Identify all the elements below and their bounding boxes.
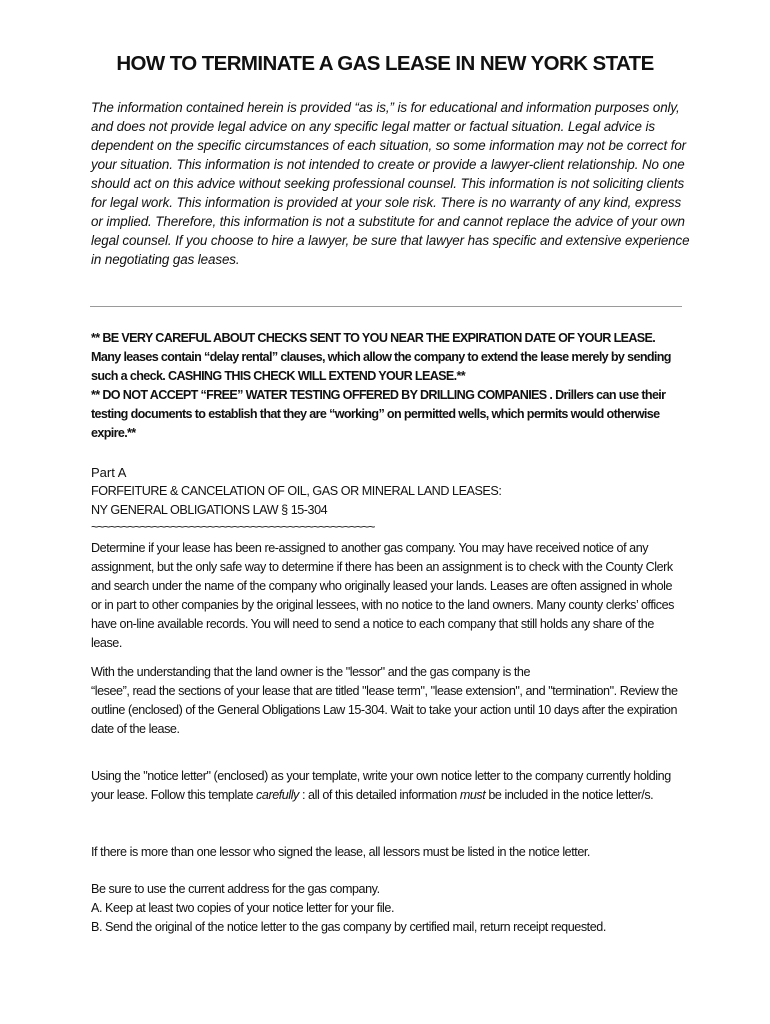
notice-text-end: be included in the notice letter/s.	[485, 788, 654, 802]
step-b: B. Send the original of the notice letter to the gas company by certified mail, return receipt requested.	[91, 920, 606, 934]
notice-emphasis-must: must	[459, 788, 486, 802]
notice-text-start: Using the "notice letter" (enclosed) as your template, write your own notice letter to the company currently holding your lease. Follow this template	[91, 769, 671, 802]
paragraph-lease-sections-line1: With the understanding that the land owner is the "lessor" and the gas company is the	[91, 665, 531, 679]
part-label: Part A	[91, 465, 127, 480]
part-law-citation: NY GENERAL OBLIGATIONS LAW § 15-304	[91, 503, 328, 517]
paragraph-lease-sections-rest: “lesee”, read the sections of your lease that are titled "lease term", "lease extension", and "termination". Review the outline (enclosed) of the General Obligations Law 15-304. Wait to take your action until 10 days after the expiration date of the lease.	[91, 684, 678, 736]
section-divider	[90, 306, 682, 307]
step-intro: Be sure to use the current address for the gas company.	[91, 882, 380, 896]
step-a: A. Keep at least two copies of your notice letter for your file.	[91, 901, 395, 915]
warning-water-testing: ** DO NOT ACCEPT “FREE” WATER TESTING OFFERED BY DRILLING COMPANIES . Drillers can use their testing documents to establish that they are “working” on permitted wells, which permits would otherwise expire.**	[91, 388, 666, 440]
paragraph-notice-letter	[91, 767, 685, 805]
notice-emphasis-carefully: carefully	[256, 788, 299, 802]
disclaimer-paragraph: The information contained herein is provided “as is,” is for educational and information purposes only, and does not provide legal advice on any specific legal matter or factual situation. Legal advice is dependent on the specific circumstances of each situation, so some information may not be correct for your situation. This information is not intended to create or provide a lawyer-client relationship. No one should act on this advice without seeking professional counsel. This information is not soliciting clients for legal work. This information is provided at your sole risk. There is no warranty of any kind, express or implied. Therefore, this information is not a substitute for and cannot replace the advice of your own legal counsel. If you choose to hire a lawyer, be sure that lawyer has specific and extensive experience in negotiating gas leases.	[91, 100, 690, 267]
document-title: HOW TO TERMINATE A GAS LEASE IN NEW YORK STATE	[116, 52, 654, 75]
paragraph-lease-sections	[91, 663, 685, 739]
warnings-block	[91, 329, 687, 443]
part-a-header	[91, 463, 687, 534]
steps-block	[91, 880, 685, 937]
warning-delay-rental: ** BE VERY CAREFUL ABOUT CHECKS SENT TO YOU NEAR THE EXPIRATION DATE OF YOUR LEASE. Many leases contain “delay rental” clauses, which allow the company to extend the lease merely by sending such a check. CASHING THIS CHECK WILL EXTEND YOUR LEASE.**	[91, 331, 671, 383]
paragraph-assignment: Determine if your lease has been re-assigned to another gas company. You may have received notice of any assignment, but the only safe way to determine if there has been an assignment is to check with the County Clerk and search under the name of the company who originally leased your lands. Leases are often assigned in whole or in part to other companies by the original lessees, with no notice to the land owners. Many county clerks’ offices have on-line available records. You will need to send a notice to each company that still holds any share of the lease.	[91, 541, 674, 650]
paragraph-multiple-lessors: If there is more than one lessor who signed the lease, all lessors must be listed in the notice letter.	[91, 845, 590, 859]
notice-text-middle: : all of this detailed information	[298, 788, 460, 802]
part-heading: FORFEITURE & CANCELATION OF OIL, GAS OR MINERAL LAND LEASES:	[91, 484, 502, 498]
part-tilde-divider: ~~~~~~~~~~~~~~~~~~~~~~~~~~~~~~~~~~~~~~~~~~~~~~	[91, 520, 375, 534]
